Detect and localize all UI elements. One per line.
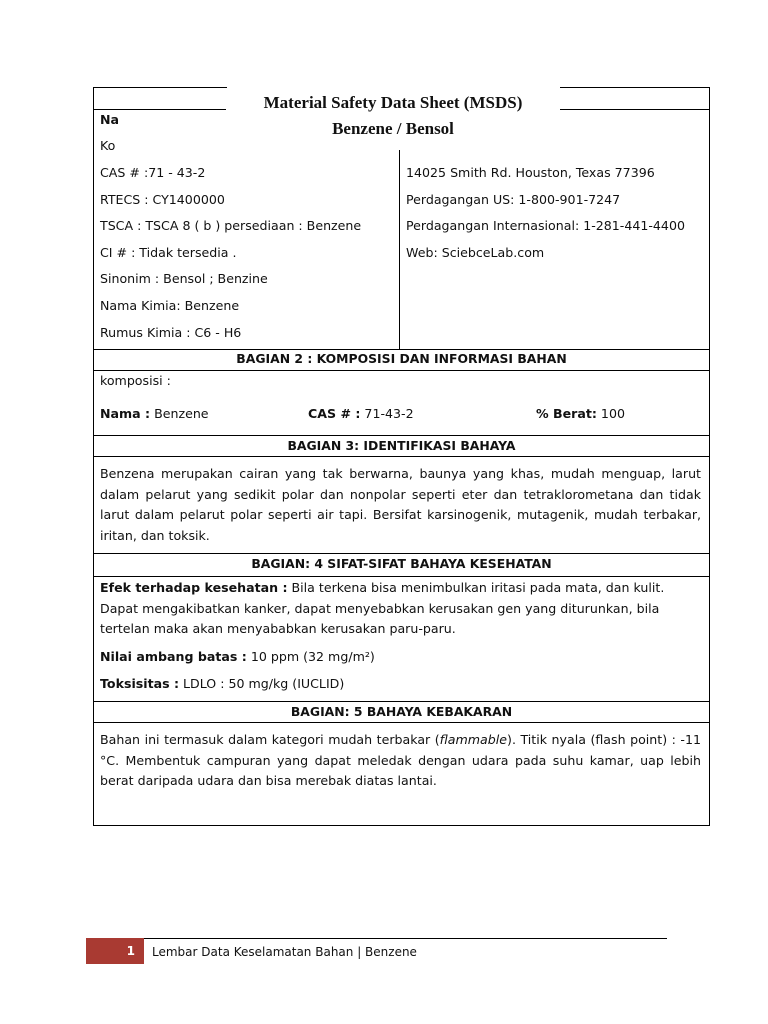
footer-text: Lembar Data Keselamatan Bahan | Benzene bbox=[152, 945, 417, 959]
row-border bbox=[93, 576, 710, 577]
komposisi-label: komposisi : bbox=[100, 373, 171, 388]
section-2-heading: BAGIAN 2 : KOMPOSISI DAN INFORMASI BAHAN bbox=[236, 351, 567, 366]
partial-row-label: Na bbox=[100, 112, 120, 127]
threshold-limit bbox=[100, 649, 375, 665]
rtecs-number: RTECS : CY1400000 bbox=[100, 192, 225, 207]
flammable-term: flammable bbox=[439, 732, 508, 747]
composition-name bbox=[100, 406, 209, 422]
page-number: 1 bbox=[126, 944, 135, 958]
name-value: Benzene bbox=[150, 406, 209, 421]
international-phone: Perdagangan Internasional: 1-281-441-4400 bbox=[406, 218, 685, 233]
row-border bbox=[93, 349, 710, 350]
us-phone: Perdagangan US: 1-800-901-7247 bbox=[406, 192, 621, 207]
ci-number: CI # : Tidak tersedia . bbox=[100, 245, 237, 260]
document-title: Material Safety Data Sheet (MSDS) bbox=[226, 90, 560, 116]
threshold-label: Nilai ambang batas : bbox=[100, 649, 247, 664]
chemical-name: Nama Kimia: Benzene bbox=[100, 298, 240, 313]
composition-cas bbox=[308, 406, 414, 422]
row-border bbox=[93, 435, 710, 436]
hazard-identification-text: Benzena merupakan cairan yang tak berwarna, baunya yang khas, mudah menguap, larut dalam pelarut yang sedikit polar dan nonpolar seperti eter dan tetraklorometana dan tidak larut dalam pelarut polar seperti air tapi. Bersifat karsinogenik, mutagenik, mudah terbakar, iritan, dan toksik. bbox=[100, 466, 701, 543]
name-label: Nama : bbox=[100, 406, 151, 421]
composition-weight bbox=[536, 406, 625, 422]
table-top-border-left bbox=[93, 87, 227, 88]
tsca-info: TSCA : TSCA 8 ( b ) persediaan : Benzene bbox=[100, 218, 362, 233]
section-3-heading: BAGIAN 3: IDENTIFIKASI BAHAYA bbox=[287, 438, 516, 453]
weight-value: 100 bbox=[596, 406, 625, 421]
row-border bbox=[93, 701, 710, 702]
health-effects-label: Efek terhadap kesehatan : bbox=[100, 580, 288, 595]
footer-rule bbox=[143, 938, 667, 939]
weight-label: % Berat: bbox=[536, 406, 597, 421]
table-row-top-border-right bbox=[560, 109, 709, 110]
synonym: Sinonim : Bensol ; Benzine bbox=[100, 271, 268, 286]
website: Web: SciebceLab.com bbox=[406, 245, 545, 260]
cas-number: CAS # :71 - 43-2 bbox=[100, 165, 206, 180]
partial-row-label: Ko bbox=[100, 138, 116, 153]
row-border bbox=[93, 722, 710, 723]
table-top-border-right bbox=[560, 87, 709, 88]
row-border bbox=[93, 553, 710, 554]
chemical-formula: Rumus Kimia : C6 - H6 bbox=[100, 325, 242, 340]
section-4-heading: BAGIAN: 4 SIFAT-SIFAT BAHAYA KESEHATAN bbox=[251, 556, 552, 571]
fire-hazard-text bbox=[100, 730, 701, 792]
document-subtitle: Benzene / Bensol bbox=[226, 116, 560, 148]
supplier-address: 14025 Smith Rd. Houston, Texas 77396 bbox=[406, 165, 655, 180]
row-border bbox=[93, 456, 710, 457]
cas-label: CAS # : bbox=[308, 406, 361, 421]
threshold-value: 10 ppm (32 mg/m²) bbox=[246, 649, 375, 664]
cas-value: 71-43-2 bbox=[360, 406, 414, 421]
toxicity-value: LDLO : 50 mg/kg (IUCLID) bbox=[179, 676, 345, 691]
fire-text-start: Bahan ini termasuk dalam kategori mudah terbakar ( bbox=[100, 732, 440, 747]
table-row-top-border-left bbox=[93, 109, 227, 110]
table-bottom-border bbox=[93, 825, 710, 826]
toxicity bbox=[100, 676, 344, 692]
row-border bbox=[93, 370, 710, 371]
health-effects-text bbox=[100, 578, 701, 640]
health-effects-value: Bila terkena bisa menimbulkan iritasi pada mata, dan kulit. Dapat mengakibatkan kanker, dapat menyebabkan kerusakan gen yang diturunkan, bila tertelan maka akan menyababkan kerusakan paru-paru. bbox=[100, 580, 665, 636]
section-5-heading: BAGIAN: 5 BAHAYA KEBAKARAN bbox=[290, 704, 513, 719]
page-number-badge bbox=[86, 938, 144, 964]
toxicity-label: Toksisitas : bbox=[100, 676, 180, 691]
identity-column-divider bbox=[399, 150, 400, 349]
fire-text-end: ). Titik nyala (flash point) : -11 °C. Membentuk campuran yang dapat meledak dengan udara pada suhu kamar, uap lebih berat daripada udara dan bisa merebak diatas lantai. bbox=[100, 732, 701, 788]
